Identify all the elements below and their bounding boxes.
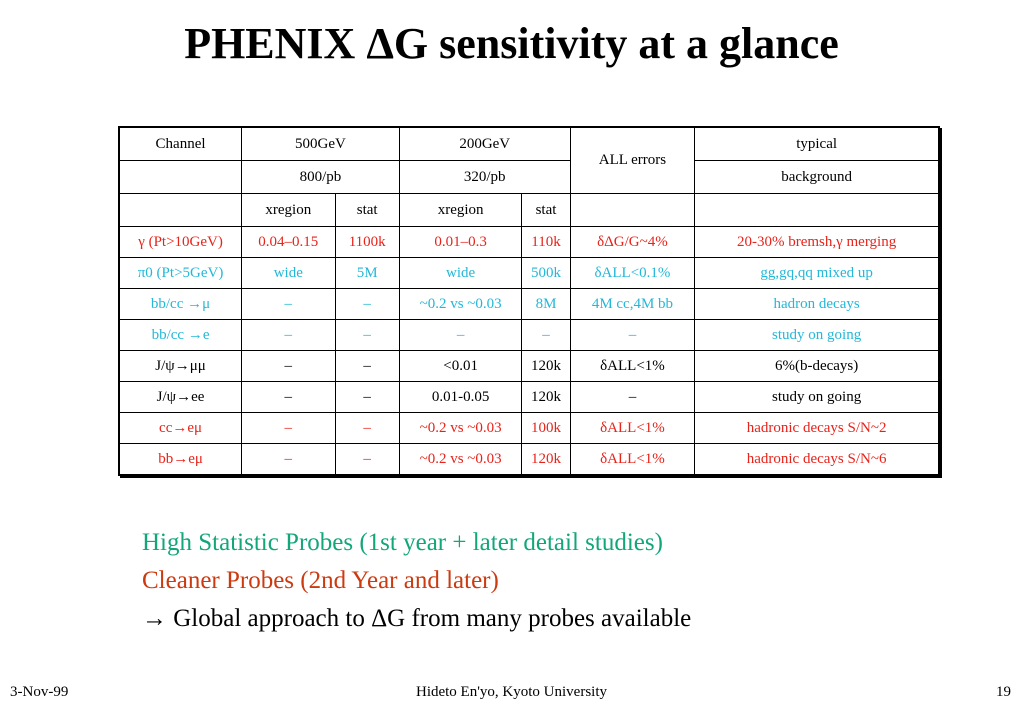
cell-200-xregion: <0.01 xyxy=(399,351,522,382)
note-high-statistic: High Statistic Probes (1st year + later detail studies) xyxy=(142,529,663,556)
table-row xyxy=(119,258,939,289)
header-cell-xregion: xregion xyxy=(399,194,522,227)
table-header-row xyxy=(119,161,939,194)
header-cell-empty xyxy=(695,194,939,227)
cell-channel: bb→eμ xyxy=(119,444,242,476)
notes-block xyxy=(142,524,691,638)
header-cell-empty xyxy=(570,194,695,227)
header-cell-200gev: 200GeV xyxy=(399,127,570,161)
cell-200-stat: 100k xyxy=(522,413,570,444)
cell-background: gg,gq,qq mixed up xyxy=(695,258,939,289)
table-row xyxy=(119,413,939,444)
cell-all-error: 4M cc,4M bb xyxy=(570,289,695,320)
footer-page-number: 19 xyxy=(996,684,1011,700)
cell-500-xregion: – xyxy=(242,320,335,351)
cell-500-stat: – xyxy=(335,444,399,476)
cell-200-xregion: 0.01-0.05 xyxy=(399,382,522,413)
header-cell-stat: stat xyxy=(335,194,399,227)
cell-200-xregion: ~0.2 vs ~0.03 xyxy=(399,413,522,444)
table-row xyxy=(119,289,939,320)
cell-all-error: δΔG/G~4% xyxy=(570,227,695,258)
table-header-row xyxy=(119,194,939,227)
header-cell-empty xyxy=(119,194,242,227)
table-header-row xyxy=(119,127,939,161)
header-cell-all-errors: ALL errors xyxy=(570,127,695,194)
cell-200-xregion: ~0.2 vs ~0.03 xyxy=(399,444,522,476)
cell-200-xregion: ~0.2 vs ~0.03 xyxy=(399,289,522,320)
cell-500-xregion: – xyxy=(242,382,335,413)
page-title: PHENIX ΔG sensitivity at a glance xyxy=(184,19,839,68)
note-cleaner-probes: Cleaner Probes (2nd Year and later) xyxy=(142,567,499,594)
cell-background: study on going xyxy=(695,382,939,413)
cell-500-xregion: – xyxy=(242,289,335,320)
cell-background: 6%(b-decays) xyxy=(695,351,939,382)
cell-channel: bb/cc →μ xyxy=(119,289,242,320)
footer-date: 3-Nov-99 xyxy=(10,684,69,700)
cell-200-xregion: – xyxy=(399,320,522,351)
header-cell-320pb: 320/pb xyxy=(399,161,570,194)
cell-all-error: δALL<0.1% xyxy=(570,258,695,289)
cell-200-xregion: 0.01–0.3 xyxy=(399,227,522,258)
cell-channel: cc→eμ xyxy=(119,413,242,444)
cell-channel: J/ψ→μμ xyxy=(119,351,242,382)
header-cell-background: background xyxy=(695,161,939,194)
cell-background: 20-30% bremsh,γ merging xyxy=(695,227,939,258)
table-row xyxy=(119,444,939,476)
cell-200-stat: 120k xyxy=(522,444,570,476)
header-cell-800pb: 800/pb xyxy=(242,161,400,194)
cell-500-xregion: – xyxy=(242,413,335,444)
cell-200-stat: 120k xyxy=(522,382,570,413)
cell-500-xregion: – xyxy=(242,351,335,382)
cell-200-stat: – xyxy=(522,320,570,351)
cell-500-stat: – xyxy=(335,289,399,320)
cell-500-xregion: – xyxy=(242,444,335,476)
header-cell-500gev: 500GeV xyxy=(242,127,400,161)
cell-channel: bb/cc →e xyxy=(119,320,242,351)
table-row xyxy=(119,227,939,258)
table-row xyxy=(119,320,939,351)
header-cell-xregion: xregion xyxy=(242,194,335,227)
cell-500-stat: – xyxy=(335,382,399,413)
cell-channel: γ (Pt>10GeV) xyxy=(119,227,242,258)
table-row xyxy=(119,351,939,382)
footer-author: Hideto En'yo, Kyoto University xyxy=(415,684,607,700)
note-global-approach: → Global approach to ΔG from many probes available xyxy=(142,605,692,632)
cell-500-stat: – xyxy=(335,351,399,382)
cell-200-stat: 110k xyxy=(522,227,570,258)
sensitivity-table xyxy=(118,126,940,476)
cell-background: hadronic decays S/N~6 xyxy=(695,444,939,476)
cell-500-stat: 5M xyxy=(335,258,399,289)
cell-500-stat: 1100k xyxy=(335,227,399,258)
cell-background: hadronic decays S/N~2 xyxy=(695,413,939,444)
cell-all-error: δALL<1% xyxy=(570,351,695,382)
cell-200-stat: 500k xyxy=(522,258,570,289)
header-cell-empty xyxy=(119,161,242,194)
cell-channel: π0 (Pt>5GeV) xyxy=(119,258,242,289)
cell-500-stat: – xyxy=(335,320,399,351)
cell-channel: J/ψ→ee xyxy=(119,382,242,413)
header-cell-typical: typical xyxy=(695,127,939,161)
header-cell-channel: Channel xyxy=(119,127,242,161)
cell-background: hadron decays xyxy=(695,289,939,320)
cell-200-stat: 120k xyxy=(522,351,570,382)
header-cell-stat: stat xyxy=(522,194,570,227)
table-row xyxy=(119,382,939,413)
cell-200-stat: 8M xyxy=(522,289,570,320)
cell-500-stat: – xyxy=(335,413,399,444)
cell-all-error: – xyxy=(570,320,695,351)
cell-all-error: δALL<1% xyxy=(570,413,695,444)
cell-500-xregion: 0.04–0.15 xyxy=(242,227,335,258)
cell-200-xregion: wide xyxy=(399,258,522,289)
cell-all-error: δALL<1% xyxy=(570,444,695,476)
cell-all-error: – xyxy=(570,382,695,413)
cell-500-xregion: wide xyxy=(242,258,335,289)
cell-background: study on going xyxy=(695,320,939,351)
